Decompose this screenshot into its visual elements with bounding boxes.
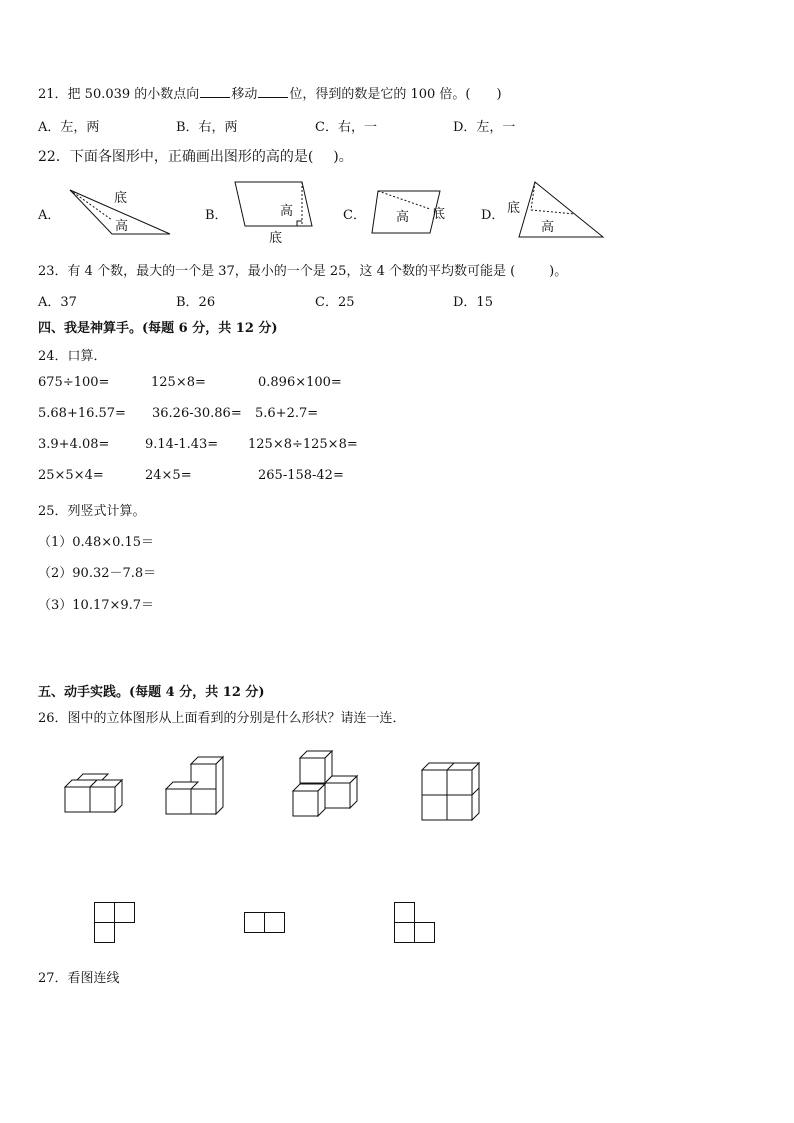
q21-blank-1[interactable] bbox=[200, 85, 230, 98]
section-4-title: 四、我是神算手。(每题 6 分，共 12 分) bbox=[38, 321, 278, 336]
q22-option-b-letter[interactable]: B． bbox=[205, 208, 228, 223]
cube-front bbox=[191, 789, 216, 814]
q27-stem bbox=[38, 967, 120, 986]
q21-option-d[interactable]: D．左，一 bbox=[453, 120, 516, 135]
q24-text: 口算． bbox=[67, 349, 107, 364]
q21-text-c: 位，得到的数是它的 100 倍。( bbox=[289, 87, 471, 102]
q26-stem bbox=[38, 707, 406, 726]
right-angle-mark bbox=[297, 221, 302, 226]
solid-figure-4 bbox=[421, 762, 483, 824]
solid-figure-1 bbox=[64, 770, 128, 815]
q25-text: 列竖式计算。 bbox=[67, 504, 146, 519]
cube-front bbox=[447, 795, 472, 820]
top-view-3[interactable] bbox=[394, 902, 436, 944]
height-label: 高 bbox=[280, 204, 294, 219]
q22-figure-c bbox=[368, 187, 458, 237]
cube-front bbox=[90, 787, 115, 812]
height-line bbox=[531, 182, 535, 210]
q23-option-c[interactable]: C．25 bbox=[315, 295, 355, 310]
q23-stem bbox=[38, 260, 567, 279]
base-label: 底 bbox=[432, 207, 446, 222]
q27-number: 27． bbox=[38, 971, 68, 986]
q27-text: 看图连线 bbox=[67, 971, 120, 986]
q24-item: 5.6+2.7= bbox=[255, 406, 319, 421]
height-label: 高 bbox=[541, 220, 555, 235]
q24-item: 0.896×100= bbox=[258, 375, 342, 390]
cube-front bbox=[166, 789, 191, 814]
q23-text-end: )。 bbox=[549, 264, 568, 279]
q22-number: 22． bbox=[38, 149, 70, 165]
q25-number: 25． bbox=[38, 504, 68, 519]
q26-text: 图中的立体图形从上面看到的分别是什么形状？请连一连． bbox=[67, 711, 406, 726]
q25-stem bbox=[38, 500, 146, 519]
q24-item: 36.26-30.86= bbox=[152, 406, 242, 421]
height-line bbox=[378, 191, 430, 209]
q25-item-3: （3）10.17×9.7＝ bbox=[38, 598, 155, 613]
q24-number: 24． bbox=[38, 349, 68, 364]
q24-item: 3.9+4.08= bbox=[38, 437, 110, 452]
height-line bbox=[70, 190, 112, 220]
height-line-2 bbox=[531, 210, 575, 214]
square bbox=[265, 913, 285, 933]
q21-stem bbox=[38, 83, 502, 102]
square bbox=[245, 913, 265, 933]
q24-stem bbox=[38, 345, 107, 364]
q21-number: 21． bbox=[38, 87, 68, 102]
q23-option-a[interactable]: A．37 bbox=[38, 295, 77, 310]
square bbox=[95, 923, 115, 943]
square bbox=[95, 903, 115, 923]
square bbox=[415, 923, 435, 943]
q24-item: 125×8= bbox=[151, 375, 206, 390]
q23-option-b[interactable]: B．26 bbox=[176, 295, 216, 310]
triangle-shape bbox=[519, 182, 603, 237]
q22-option-c-letter[interactable]: C． bbox=[343, 208, 366, 223]
cube-front bbox=[293, 791, 318, 816]
cube-side bbox=[216, 757, 223, 814]
q21-text-b: 移动 bbox=[231, 87, 258, 102]
q21-text-a: 把 50.039 的小数点向 bbox=[67, 87, 200, 102]
height-label: 高 bbox=[115, 219, 129, 234]
height-label: 高 bbox=[396, 210, 410, 225]
q25-item-1: （1）0.48×0.15＝ bbox=[38, 535, 155, 550]
q22-option-d-letter[interactable]: D． bbox=[481, 208, 505, 223]
top-view-2[interactable] bbox=[244, 912, 286, 934]
base-label: 底 bbox=[269, 231, 283, 246]
q21-option-b[interactable]: B．右，两 bbox=[176, 120, 238, 135]
q26-number: 26． bbox=[38, 711, 68, 726]
q24-item: 24×5= bbox=[145, 468, 192, 483]
q24-item: 25×5×4= bbox=[38, 468, 104, 483]
q24-item: 5.68+16.57= bbox=[38, 406, 126, 421]
q22-option-a-letter[interactable]: A． bbox=[38, 208, 61, 223]
base-label: 底 bbox=[507, 201, 521, 216]
q23-number: 23． bbox=[38, 264, 68, 279]
q24-item: 9.14-1.43= bbox=[145, 437, 219, 452]
cube-front bbox=[422, 770, 447, 795]
top-view-1[interactable] bbox=[94, 902, 136, 944]
q24-item: 265-158-42= bbox=[258, 468, 344, 483]
q25-item-2: （2）90.32－7.8＝ bbox=[38, 566, 157, 581]
square bbox=[395, 903, 415, 923]
parallelogram-shape bbox=[235, 182, 312, 226]
cube-front bbox=[325, 783, 350, 808]
solid-figure-2 bbox=[166, 756, 228, 818]
cube-front bbox=[447, 770, 472, 795]
q23-option-d[interactable]: D．15 bbox=[453, 295, 493, 310]
square bbox=[115, 903, 135, 923]
solid-figure-3 bbox=[292, 750, 362, 820]
q22-figure-a bbox=[60, 182, 175, 238]
base-label: 底 bbox=[114, 191, 128, 206]
section-5-title: 五、动手实践。(每题 4 分，共 12 分) bbox=[38, 685, 265, 700]
q22-text-end: )。 bbox=[333, 149, 353, 165]
square bbox=[395, 923, 415, 943]
q22-text: 下面各图形中，正确画出图形的高的是( bbox=[69, 149, 314, 165]
cube-front bbox=[65, 787, 90, 812]
q21-blank-2[interactable] bbox=[258, 85, 288, 98]
q22-stem bbox=[38, 146, 353, 166]
q21-text-d: ) bbox=[496, 87, 502, 102]
cube-front bbox=[300, 758, 325, 783]
q23-text: 有 4 个数，最大的一个是 37，最小的一个是 25，这 4 个数的平均数可能是 ( bbox=[67, 264, 516, 279]
q21-option-a[interactable]: A．左，两 bbox=[38, 120, 100, 135]
q22-figure-b bbox=[230, 180, 315, 248]
cube-front bbox=[422, 795, 447, 820]
q22-figure-d bbox=[505, 180, 610, 240]
q24-item: 125×8÷125×8= bbox=[248, 437, 358, 452]
q24-item: 675÷100= bbox=[38, 375, 110, 390]
q21-option-c[interactable]: C．右，一 bbox=[315, 120, 377, 135]
